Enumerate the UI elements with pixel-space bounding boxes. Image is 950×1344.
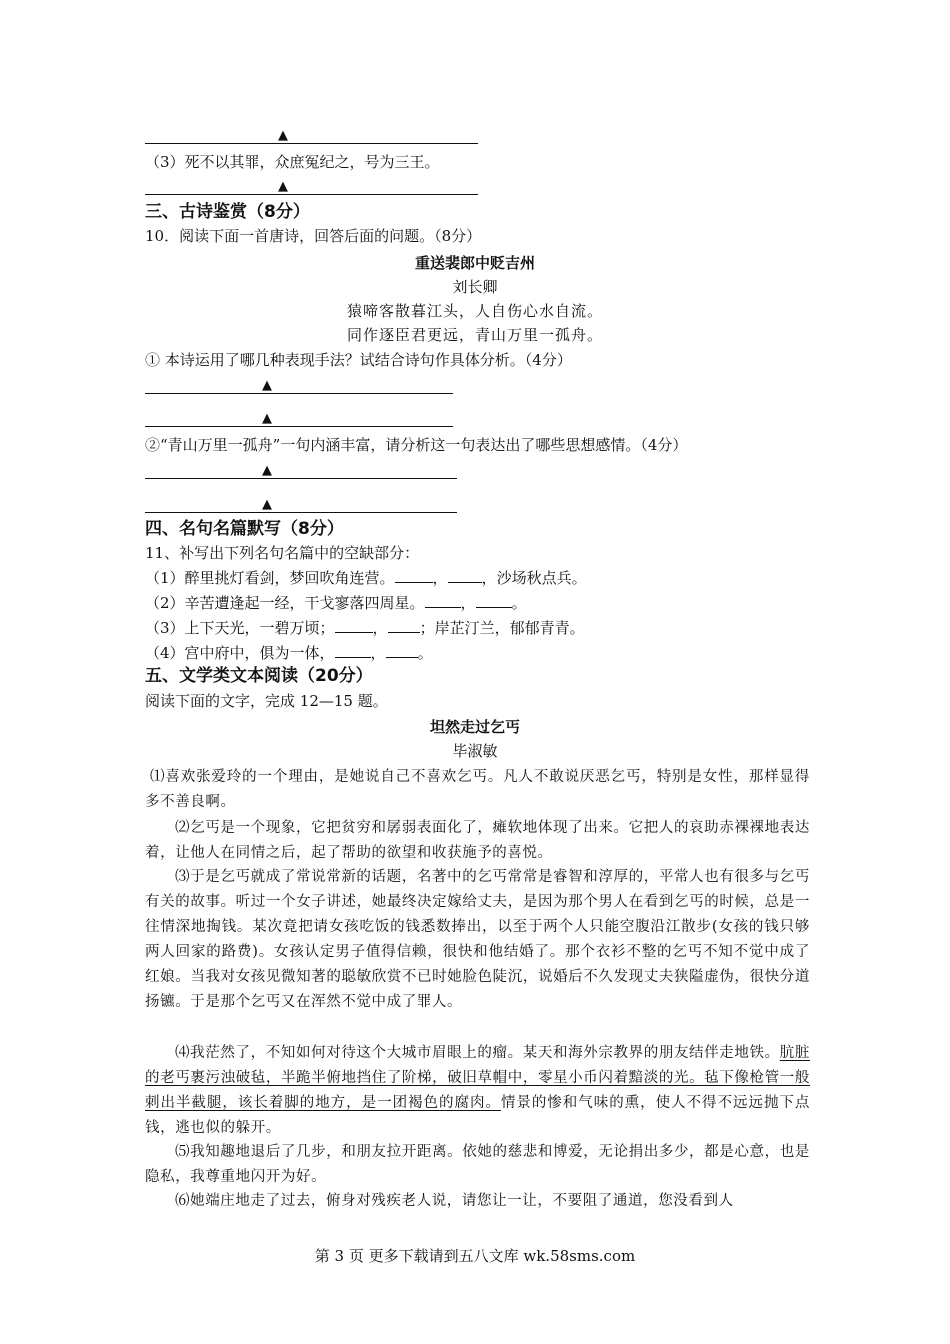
fill-blank[interactable] <box>448 568 482 583</box>
poem-line-1: 猿啼客散暮江头，人自伤心水自流。 <box>346 302 603 320</box>
section-3-heading: 三、古诗鉴赏（8分） <box>145 202 310 222</box>
fill-text: 。 <box>417 644 433 662</box>
answer-line <box>145 410 453 427</box>
page-footer: 第 3 页 更多下载请到五八文库 wk.58sms.com <box>314 1247 636 1265</box>
answer-line <box>145 496 457 513</box>
question-10-sub-1: ① 本诗运用了哪几种表现手法？试结合诗句作具体分析。（4分） <box>145 351 572 369</box>
fill-in-line-3 <box>145 618 585 638</box>
triangle-marker: ▲ <box>278 128 288 143</box>
triangle-marker: ▲ <box>278 179 288 194</box>
poem-author: 刘长卿 <box>452 278 498 296</box>
fill-text: ， <box>432 569 448 587</box>
fill-blank[interactable] <box>335 618 373 633</box>
article-title: 坦然走过乞丐 <box>429 718 520 736</box>
fill-in-line-2 <box>145 593 527 613</box>
fill-text: （3）上下天光，一碧万顷； <box>145 619 335 637</box>
article-paragraph-1: ⑴喜欢张爱玲的一个理由，是她说自己不喜欢乞丐。凡人不敢说厌恶乞丐，特别是女性，那样显得多不善良啊。 <box>145 769 810 810</box>
fill-text: （1）醉里挑灯看剑，梦回吹角连营。 <box>145 569 395 587</box>
reading-intro: 阅读下面的文字，完成 12—15 题。 <box>145 692 388 710</box>
fill-in-line-1 <box>145 568 587 588</box>
question-10-prompt: 10．阅读下面一首唐诗，回答后面的问题。（8分） <box>145 227 482 245</box>
answer-line <box>145 462 457 479</box>
article-paragraph-3: ⑶于是乞丐就成了常说常新的话题，名著中的乞丐常常是睿智和淳厚的，平常人也有很多与乞丐有关的故事。听过一个女子讲述，她最终决定嫁给丈夫，是因为那个男人在看到乞丐的时候，总是一往情深地掏钱。某次竟把请女孩吃饭的钱悉数捧出，以至于两个人只能空腹沿江散步(女孩的钱只够两人回家的路费)。女孩认定男子值得信赖，很快和他结婚了。那个衣衫不整的乞丐不知不觉中成了红娘。当我对女孩见微知著的聪敏欣赏不已时她脸色陡沉，说婚后不久发现丈夫狭隘虚伪，很快分道扬镳。于是那个乞丐又在浑然不觉中成了罪人。 <box>145 869 810 1010</box>
article-paragraph-5: ⑸我知趣地退后了几步，和朋友拉开距离。依她的慈悲和博爱，无论捐出多少，都是心意，也是隐私，我尊重地闪开为好。 <box>145 1144 810 1185</box>
fill-text: ， <box>372 619 388 637</box>
fill-blank[interactable] <box>395 568 433 583</box>
fill-text: ， <box>370 644 386 662</box>
section-4-heading: 四、名句名篇默写（8分） <box>145 519 344 539</box>
paragraph-4-text: ⑷我茫然了，不知如何对待这个大城市眉眼上的瘤。某天和海外宗教界的朋友结伴走地铁。 <box>175 1045 780 1061</box>
article-paragraph-2: ⑵乞丐是一个现象，它把贫穷和孱弱表面化了，瘫软地体现了出来。它把人的哀助赤裸裸地表达着，让他人在同情之后，起了帮助的欲望和收获施予的喜悦。 <box>145 820 810 861</box>
fill-blank[interactable] <box>476 593 512 608</box>
section-5-heading: 五、文学类文本阅读（20分） <box>145 666 373 686</box>
fill-text: （4）宫中府中，俱为一体， <box>145 644 335 662</box>
fill-blank[interactable] <box>425 593 461 608</box>
triangle-marker: ▲ <box>262 463 272 478</box>
answer-line <box>145 377 453 394</box>
answer-line <box>145 178 478 195</box>
triangle-marker: ▲ <box>262 378 272 393</box>
fill-in-line-4 <box>145 643 433 663</box>
fill-blank[interactable] <box>388 618 420 633</box>
paragraph-4-text-end: 情景的惨和气味的熏，使人不得不远远抛下点钱，逃也似的躲开。 <box>145 1095 810 1136</box>
fill-text: ；岸芷汀兰，郁郁青青。 <box>419 619 585 637</box>
article-author: 毕淑敏 <box>452 742 498 760</box>
triangle-marker: ▲ <box>262 497 272 512</box>
question-10-sub-2: ②“青山万里一孤舟”一句内涵丰富，请分析这一句表达出了哪些思想感情。（4分） <box>145 436 688 454</box>
fill-text: （2）辛苦遭逢起一经，干戈寥落四周星。 <box>145 594 425 612</box>
question-9-item-3: （3）死不以其罪，众庶冤纪之，号为三王。 <box>145 153 440 171</box>
question-11-prompt: 11、补写出下列名句名篇中的空缺部分： <box>145 544 420 562</box>
underlined-passage: 肮脏的老丐裹污浊破毡，半跪半俯地挡住了阶梯，破旧草帽中，零星小币闪着黯淡的光。毡下像枪管一般刺出半截腿，该长着脚的地方，是一团褐色的腐肉。 <box>145 1045 811 1111</box>
fill-text: 。 <box>511 594 527 612</box>
triangle-marker: ▲ <box>262 411 272 426</box>
article-paragraph-4 <box>145 1041 810 1141</box>
poem-title: 重送裴郎中贬吉州 <box>414 254 535 272</box>
poem-line-2: 同作逐臣君更远，青山万里一孤舟。 <box>346 326 603 344</box>
answer-line <box>145 127 478 144</box>
fill-text: ， <box>460 594 476 612</box>
article-paragraph-6: ⑹她端庄地走了过去，俯身对残疾老人说，请您让一让，不要阻了通道，您没看到人 <box>175 1193 734 1209</box>
fill-blank[interactable] <box>335 643 371 658</box>
fill-text: ，沙场秋点兵。 <box>481 569 587 587</box>
fill-blank[interactable] <box>386 643 418 658</box>
